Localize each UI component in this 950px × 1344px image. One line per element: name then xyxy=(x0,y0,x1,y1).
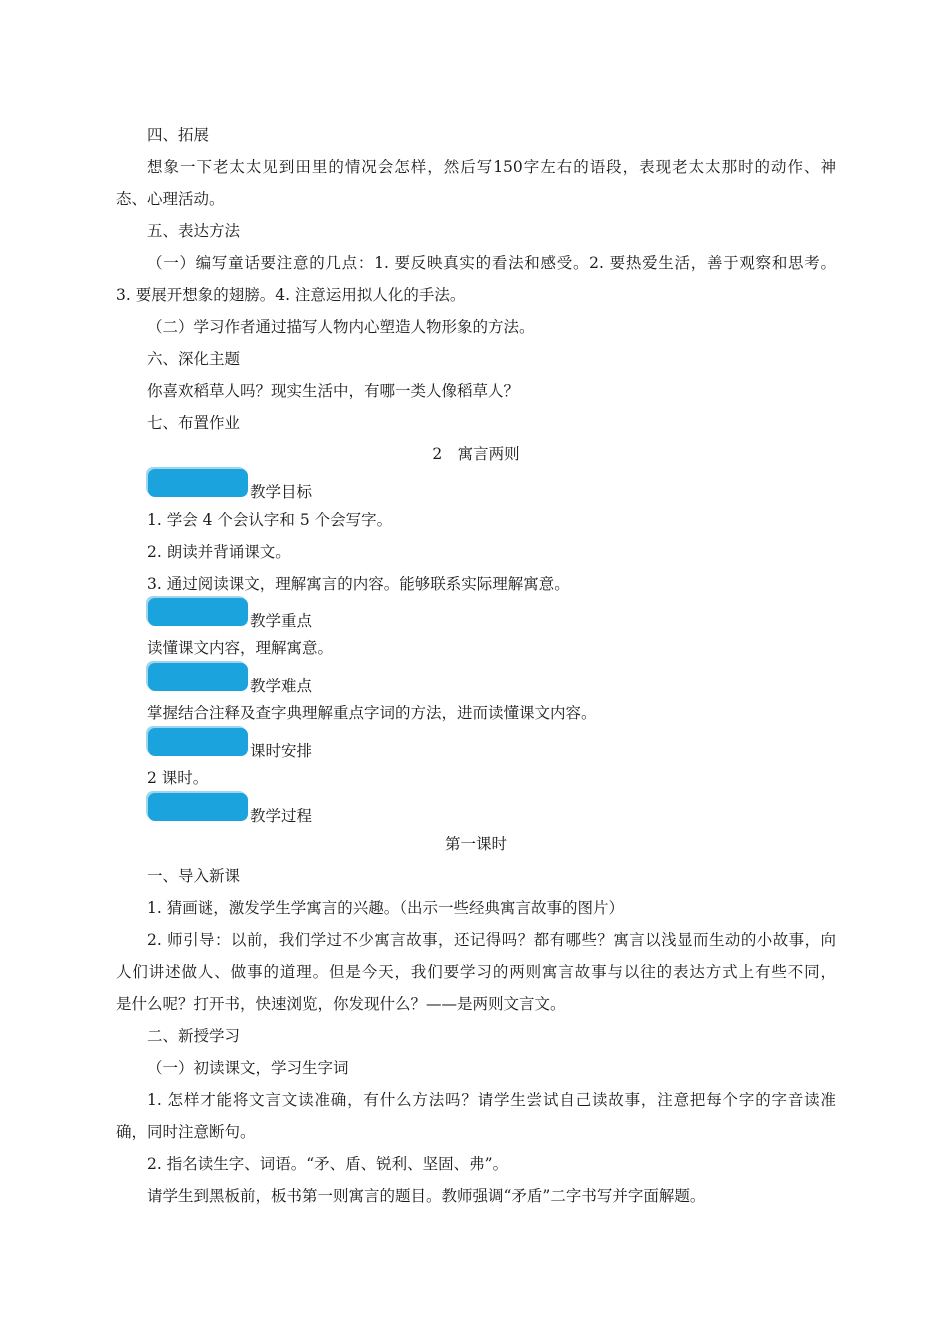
heading-label: 教学难点 xyxy=(250,677,313,695)
part-2-paragraph-line: 确，同时注意断句。 xyxy=(116,1123,256,1141)
section-4-title: 四、拓展 xyxy=(147,126,210,144)
heading-badge xyxy=(148,728,248,756)
goal-item: 2. 朗读并背诵课文。 xyxy=(147,543,291,561)
heading-badge xyxy=(148,469,248,497)
schedule-text: 2 课时。 xyxy=(147,769,209,787)
heading-badge xyxy=(148,793,248,821)
part-1-paragraph-line: 人们讲述做人、做事的道理。但是今天，我们要学习的两则寓言故事与以往的表达方式上有些不同， xyxy=(116,963,836,981)
part-2-item: 2. 指名读生字、词语。“矛、盾、锐利、坚固、弗”。 xyxy=(147,1155,509,1173)
section-5-paragraph: （二）学习作者通过描写人物内心塑造人物形象的方法。 xyxy=(147,318,535,336)
section-5-title: 五、表达方法 xyxy=(147,222,241,240)
part-1-item: 1. 猜画谜，激发学生学寓言的兴趣。（出示一些经典寓言故事的图片） xyxy=(147,899,624,917)
heading-badge xyxy=(148,598,248,626)
section-6-paragraph: 你喜欢稻草人吗？现实生活中，有哪一类人像稻草人？ xyxy=(147,382,520,400)
heading-label: 教学重点 xyxy=(250,612,313,630)
part-2-paragraph-line: 1. 怎样才能将文言文读准确，有什么方法吗？请学生尝试自己读故事，注意把每个字的字音读准 xyxy=(147,1091,836,1109)
difficulty-text: 掌握结合注释及查字典理解重点字词的方法，进而读懂课文内容。 xyxy=(147,704,597,722)
heading-label: 课时安排 xyxy=(250,742,313,760)
part-1-paragraph-line: 2. 师引导：以前，我们学过不少寓言故事，还记得吗？都有哪些？寓言以浅显而生动的小故事，向 xyxy=(147,931,836,949)
section-7-title: 七、布置作业 xyxy=(147,414,241,432)
heading-label: 教学目标 xyxy=(250,483,313,501)
period-title: 第一课时 xyxy=(444,835,507,853)
heading-badge xyxy=(148,663,248,691)
section-6-title: 六、深化主题 xyxy=(147,350,241,368)
part-2-subtitle: （一）初读课文，学习生字词 xyxy=(147,1059,349,1077)
goal-item: 3. 通过阅读课文，理解寓言的内容。能够联系实际理解寓意。 xyxy=(147,575,570,593)
goal-item: 1. 学会 4 个会认字和 5 个会写字。 xyxy=(147,511,393,529)
lesson-title: 2 寓言两则 xyxy=(432,445,520,463)
section-5-paragraph-line: （一）编写童话要注意的几点：1. 要反映真实的看法和感受。2. 要热爱生活，善于观察和思考。 xyxy=(147,254,836,272)
heading-label: 教学过程 xyxy=(250,807,313,825)
part-2-title: 二、新授学习 xyxy=(147,1027,241,1045)
focus-text: 读懂课文内容，理解寓意。 xyxy=(147,639,334,657)
section-5-paragraph-line: 3. 要展开想象的翅膀。4. 注意运用拟人化的手法。 xyxy=(116,286,466,304)
part-2-paragraph: 请学生到黑板前，板书第一则寓言的题目。教师强调“矛盾”二字书写并字面解题。 xyxy=(147,1187,706,1205)
part-1-title: 一、导入新课 xyxy=(147,867,241,885)
section-4-paragraph-line: 想象一下老太太见到田里的情况会怎样，然后写150字左右的语段，表现老太太那时的动作、神 xyxy=(147,158,836,176)
section-4-paragraph-line: 态、心理活动。 xyxy=(116,190,225,208)
part-1-paragraph-line: 是什么呢？打开书，快速浏览，你发现什么？——是两则文言文。 xyxy=(116,995,566,1013)
